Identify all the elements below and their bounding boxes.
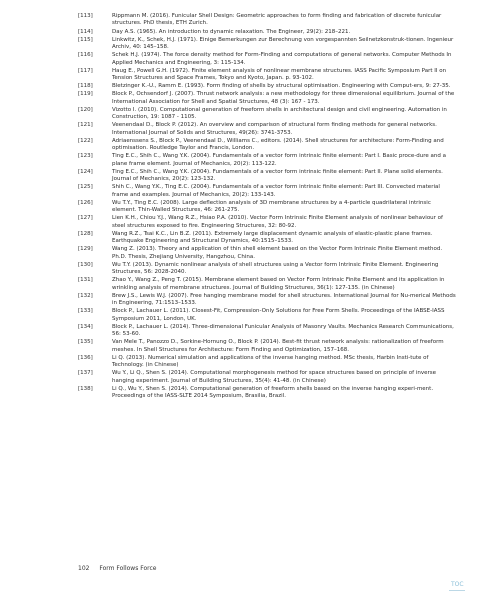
reference-entry [78,13,456,28]
reference-number: [125] [78,184,93,191]
reference-text: Wang R.Z., Tsai K.C., Lin B.Z. (2011). Extremely large displacement dynamic analysis of elastic-plastic plane frames. Earthquake Engineering and Structural Dynamics, 40:1515–1533. [112,230,433,245]
reference-entry [78,184,456,199]
reference-entry [78,386,456,401]
reference-entry [78,200,456,215]
reference-number: [134] [78,323,93,330]
reference-entry [78,169,456,184]
reference-text: Li Q., Wu Y., Shen S. (2014). Computational generation of freeform shells based on the inverse hanging experi-ment. Proceedings of the IASS-SLTE 2014 Symposium, Brasilia, Brazil. [112,385,434,400]
reference-entry [78,107,456,122]
reference-text: Linkwitz, K., Schek, H.J. (1971). Einige Bemerkungen zur Berechnung von vorgespannten Seilnetzkonstruk-tionen. Ingenieur Archiv, 40: 145–158. [112,36,454,51]
reference-text: Van Mele T., Panozzo D., Sorkine-Hornung O., Block P. (2014). Best-fit thrust network analysis: rationalization of freeform meshes. In Shell Structures for Architecture: Form Finding and Optimization, 157–168. [112,339,444,353]
reference-number: [118] [78,83,93,90]
reference-number: [129] [78,246,93,253]
reference-text: Rippmann M. (2016). Funicular Shell Design: Geometric approaches to form finding and fabrication of discrete funicular structures. PhD thesis, ETH Zurich. [112,13,442,27]
reference-entry [78,91,456,106]
reference-number: [121] [78,122,93,129]
reference-text: Ting E.C., Shih C., Wang Y.K. (2004). Fundamentals of a vector form intrinsic finite element: Part II. Plane solid elements. Journal of Mechanics, 20(2): 123-132. [112,168,443,183]
reference-number: [132] [78,292,93,299]
reference-text: Wu T.Y. (2013). Dynamic nonlinear analysis of shell structures using a Vector form Intrinsic Finite Element. Engineering Structures, 56: 2028-2040. [112,261,439,276]
reference-number: [123] [78,153,93,160]
reference-entry [78,37,456,52]
reference-number: [116] [78,52,93,59]
reference-number: [122] [78,137,93,144]
reference-list [78,13,456,402]
page-number: 102 [78,565,90,572]
reference-text: Li Q. (2013). Numerical simulation and applications of the inverse hanging method. MSc thesis, Harbin Insti-tute of Technology. (in Chinese) [112,354,429,369]
reference-entry [78,308,456,323]
reference-number: [130] [78,261,93,268]
reference-entry [78,68,456,83]
reference-entry [78,52,456,67]
reference-text: Block P., Lachauer L. (2014). Three-dimensional Funicular Analysis of Masonry Vaults. Mechanics Research Communications, 56: 53-60. [112,323,454,338]
reference-number: [136] [78,354,93,361]
reference-text: Wu Y., Li Q., Shen S. (2014). Computational morphogenesis method for space structures based on principle of inverse hanging experiment. Journal of Building Structures, 35(4): 41-48. (in Chinese) [112,370,436,384]
reference-entry [78,370,456,385]
reference-text: Schek H.J. (1974). The force density method for Form-Finding and computations of general networks. Computer Methods In Applied Mechanics and Engineering, 3: 115-134. [112,52,452,66]
reference-entry [78,29,456,36]
reference-number: [126] [78,199,93,206]
reference-entry [78,262,456,277]
reference-number: [131] [78,277,93,284]
reference-text: Block P., Lachauer L. (2011). Closest-Fit, Compression-Only Solutions for Free Form Shells. Proceedings of the IABSE-IASS Symposium 2011, London, UK. [112,308,445,322]
reference-entry [78,215,456,230]
reference-text: Lien K.H., Chiou Y.J., Wang R.Z., Hsiao P.A. (2010). Vector Form Intrinsic Finite Element analysis of nonlinear behaviour of steel structures exposed to fire. Engineering Structures, 32: 80-92. [112,215,443,229]
reference-text: Adriaenssens S., Block P., Veenendaal D., Williams C., editors. (2014). Shell structures for architecture: Form-Finding and optimisation. Routledge Taylor and Francis, London. [112,137,444,152]
toc-link[interactable]: TOC [451,581,464,588]
reference-number: [115] [78,36,93,43]
reference-number: [124] [78,168,93,175]
reference-text: Ting E.C., Shih C., Wang Y.K. (2004). Fundamentals of a vector form intrinsic finite element: Part I. Basic proce-dure and a plane frame element. Journal of Mechanics, 20(2): 113-122. [112,153,446,167]
reference-number: [138] [78,385,93,392]
reference-entry [78,339,456,354]
reference-text: Block P., Ochsendorf J. (2007). Thrust network analysis: a new methodology for three dimensional equilibrium. Journal of the International Association for Shell and Spatial Structures, 48 (3): 167 - 173. [112,91,455,105]
reference-number: [128] [78,230,93,237]
reference-number: [135] [78,339,93,346]
reference-text: Wang Z. (2013). Theory and application of thin shell element based on the Vector Form Intrinsic Finite Element method. Ph.D. Thesis, Zhejiang University, Hangzhou, China. [112,246,443,260]
reference-entry [78,153,456,168]
reference-text: Veenendaal D., Block P. (2012). An overview and comparison of structural form finding methods for general networks. International Journal of Solids and Structures, 49(26): 3741-3753. [112,122,437,136]
reference-entry [78,83,456,90]
reference-number: [113] [78,13,93,19]
reference-number: [133] [78,308,93,315]
reference-number: [127] [78,215,93,222]
reference-text: Brew J.S., Lewis W.J. (2007). Free hanging membrane model for shell structures. International Journal for Nu-merical Methods in Engineering, 71:1513–1533. [112,292,456,307]
reference-text: Haug E., Powell G.H. (1972). Finite element analysis of nonlinear membrane structures. IASS Pacific Symposium Part II on Tension Structures and Space Frames, Tokyo and Kyoto, Japan. p. 93-102. [112,67,447,82]
reference-text: Vizotto I. (2010). Computational generation of freeform shells in architectural design and civil engineering. Automation in Construction, 19: 1087 - 1105. [112,106,447,121]
reference-entry [78,324,456,339]
reference-text: Wu T.Y., Ting E.C. (2008). Large deflection analysis of 3D membrane structures by a 4-particle quadrilateral intrinsic element. Thin-Walled Structures, 46: 261-275. [112,199,431,214]
reference-entry [78,231,456,246]
reference-number: [120] [78,106,93,113]
book-title: Form Follows Force [99,565,157,572]
reference-number: [114] [78,28,93,35]
reference-entry [78,277,456,292]
toc-underline [449,590,465,591]
reference-number: [137] [78,370,93,377]
reference-entry [78,246,456,261]
reference-entry [78,355,456,370]
reference-text: Bletzinger K.-U., Ramm E. (1993). Form finding of shells by structural optimisation. Engineering with Comput-ers, 9: 27-35. [112,83,451,90]
reference-text: Shih C., Wang Y.K., Ting E.C. (2004). Fundamentals of a vector form intrinsic finite element: Part III. Convected material frame and examples. Journal of Mechanics, 20(2): 133-143. [112,184,440,198]
reference-entry [78,138,456,153]
reference-text: Day A.S. (1965). An introduction to dynamic relaxation. The Engineer, 29(2): 218–221. [112,28,351,35]
reference-entry [78,122,456,137]
page-footer [78,565,156,572]
reference-entry [78,293,456,308]
reference-number: [117] [78,67,93,74]
reference-text: Zhao Y., Wang Z., Peng T. (2015). Membrane element based on Vector Form Intrinsic Finite Element and its application in wrinkling analysis of membrane structures. Journal of Building Structures, 36(1): 127-135. (in Chinese) [112,277,445,291]
reference-number: [119] [78,91,93,98]
